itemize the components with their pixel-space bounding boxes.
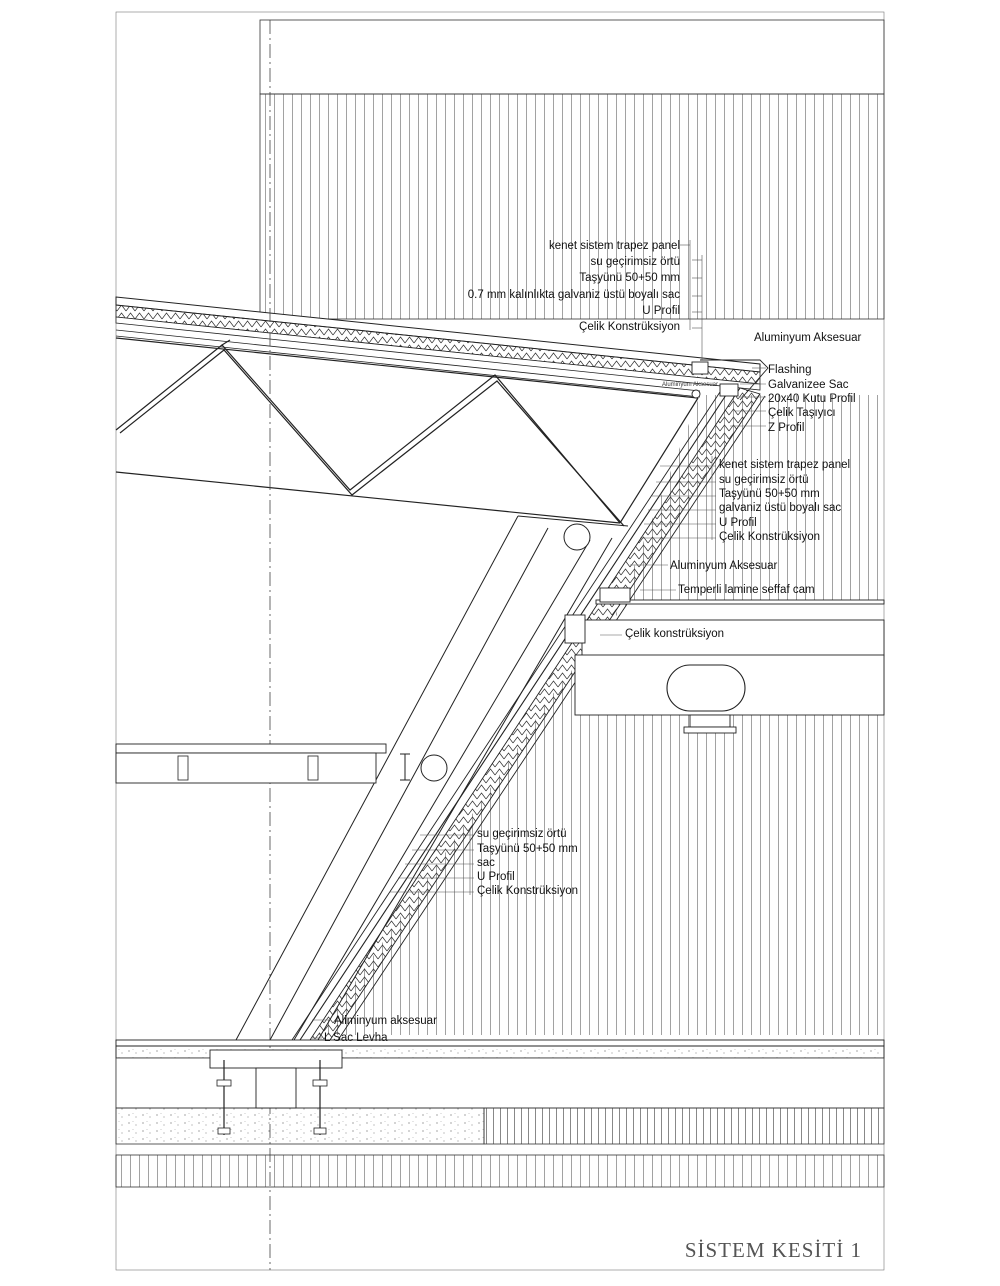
upper-facade xyxy=(260,20,884,319)
slope-label-6: Çelik Konstrüksiyon xyxy=(719,531,820,543)
tube-profile-mid xyxy=(421,755,447,781)
base-label-2: L Sac Levha xyxy=(324,1032,388,1044)
slope-label-4: galvaniz üstü boyalı sac xyxy=(719,502,842,514)
lower-label-3: sac xyxy=(477,857,495,869)
floor-slab xyxy=(116,1040,884,1187)
steel-label: Çelik konstrüksiyon xyxy=(625,628,725,640)
upper-label-4: 0.7 mm kalınlıkta galvaniz üstü boyalı sac xyxy=(467,289,680,301)
slope-label-1: kenet sistem trapez panel xyxy=(719,459,851,471)
upper-label-2: su geçirimsiz örtü xyxy=(590,256,680,268)
duct-outlet xyxy=(667,665,745,711)
connection-label-1: Aluminyum Aksesuar xyxy=(754,332,862,344)
small-accessory-label: Aluminyum Aksesuar xyxy=(662,382,719,388)
connection-label-6: Z Profil xyxy=(768,422,805,434)
floor-beam xyxy=(116,744,410,783)
glass-label: Temperli lamine seffaf cam xyxy=(678,584,815,596)
lower-label-4: U Profil xyxy=(477,871,515,883)
connection-label-5: Çelik Taşıyıcı xyxy=(768,407,836,419)
connection-label-3: Galvanizee Sac xyxy=(768,379,849,391)
base-label-1: Aliminyum aksesuar xyxy=(334,1015,437,1027)
upper-label-5: U Profil xyxy=(642,305,680,317)
glass-accessory-label: Aluminyum Aksesuar xyxy=(670,560,778,572)
drawing-title-text: SİSTEM KESİTİ 1 xyxy=(684,1238,862,1262)
slope-label-2: su geçirimsiz örtü xyxy=(719,474,809,486)
upper-label-1: kenet sistem trapez panel xyxy=(548,240,680,252)
slope-label-3: Taşyünü 50+50 mm xyxy=(719,488,820,500)
upper-label-6: Çelik Konstrüksiyon xyxy=(579,321,680,333)
connection-label-4: 20x40 Kutu Profil xyxy=(768,393,856,405)
lower-label-2: Taşyünü 50+50 mm xyxy=(477,843,578,855)
slope-label-5: U Profil xyxy=(719,517,757,529)
upper-label-3: Taşyünü 50+50 mm xyxy=(579,272,680,284)
lower-label-1: su geçirimsiz örtü xyxy=(477,828,567,840)
tube-profile-top xyxy=(564,524,590,550)
lower-label-5: Çelik Konstrüksiyon xyxy=(477,885,578,897)
connection-label-2: Flashing xyxy=(768,364,812,376)
